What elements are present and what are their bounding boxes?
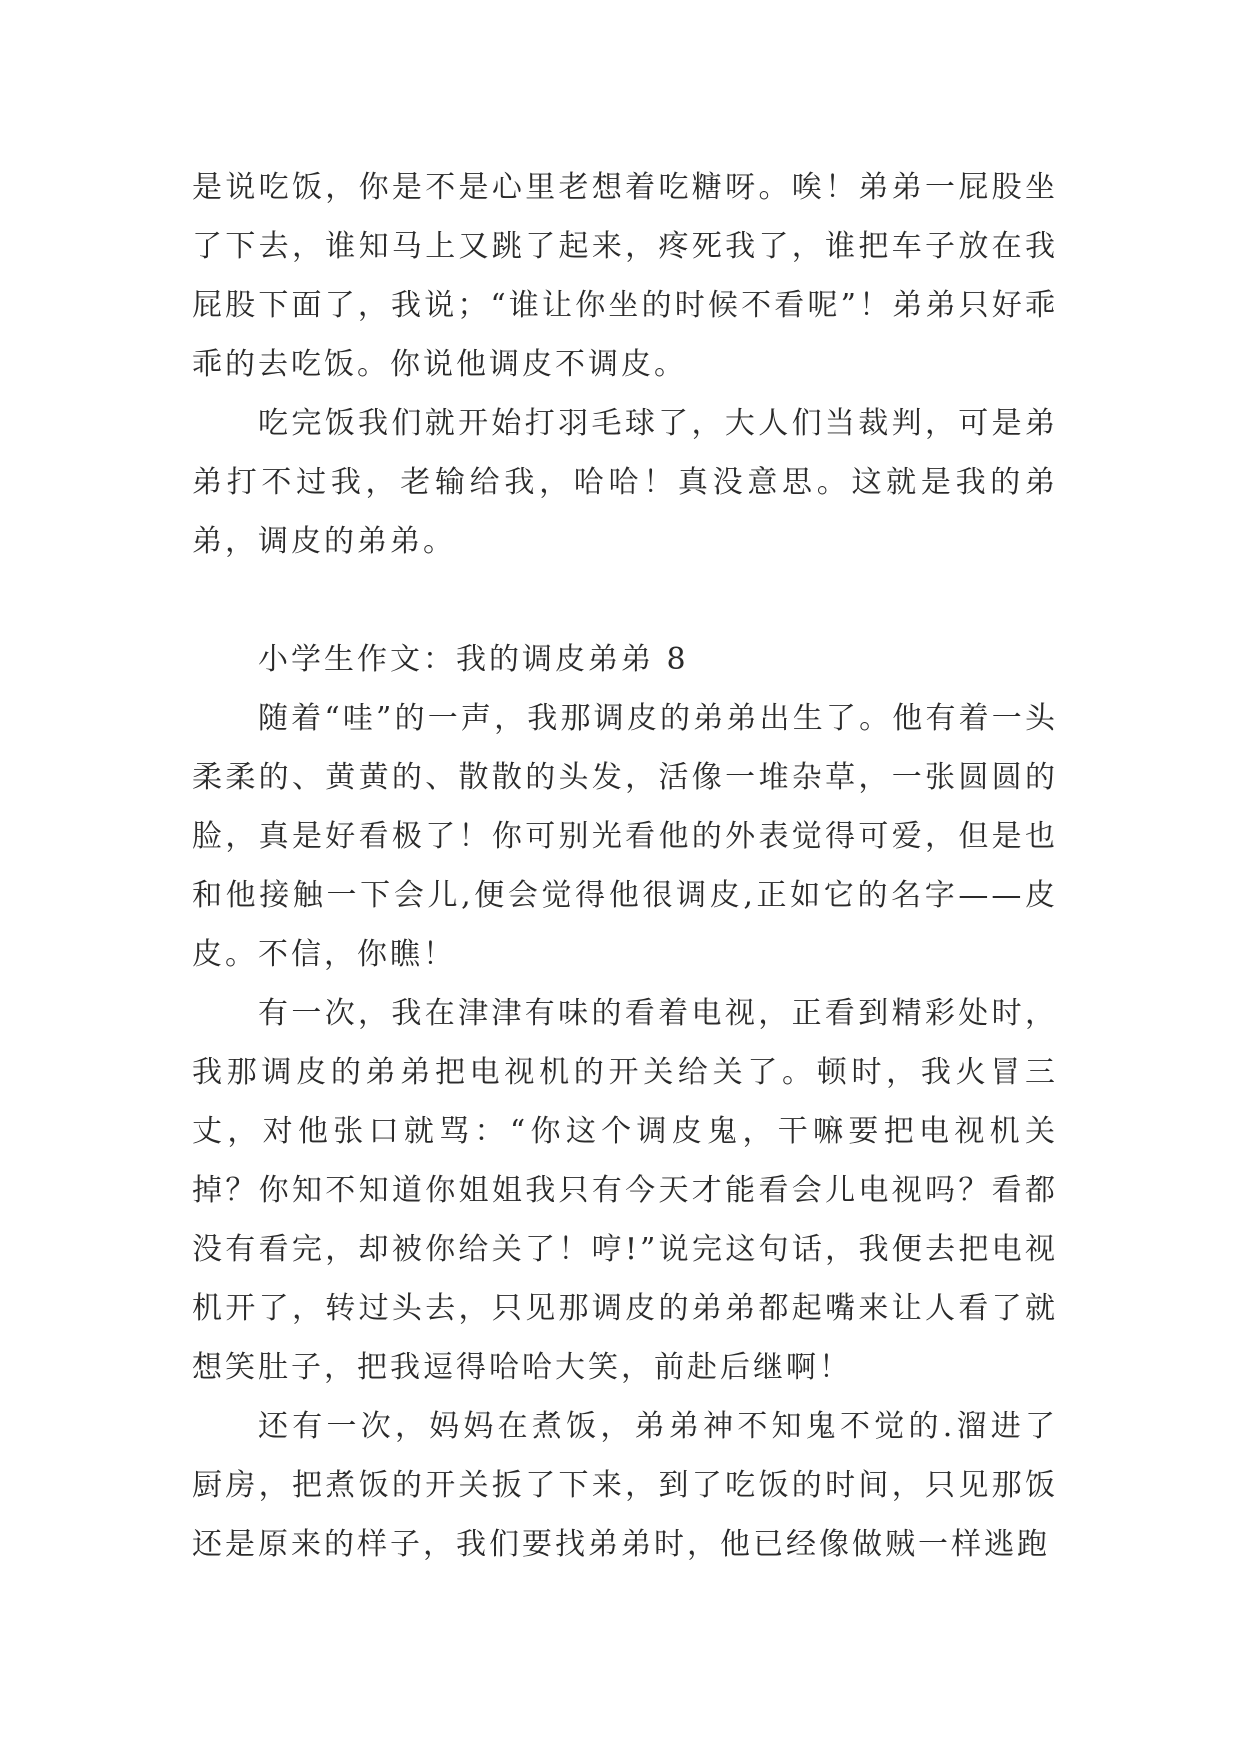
paragraph-4: 有一次，我在津津有味的看着电视，正看到精彩处时，我那调皮的弟弟把电视机的开关给关了。顿时，我火冒三丈，对他张口就骂：“你这个调皮鬼，干嘛要把电视机关掉？你知不知道你姐姐我只有今天才能看会儿电视吗？看都没有看完，却被你给关了！哼!”说完这句话，我便去把电视机开了，转过头去，只见那调皮的弟弟都起嘴来让人看了就想笑肚子，把我逗得哈哈大笑，前赴后继啊！ bbox=[192, 996, 1058, 1385]
section-spacer bbox=[192, 571, 1058, 630]
document-body bbox=[192, 158, 1058, 1574]
paragraph-1: 是说吃饭，你是不是心里老想着吃糖呀。唉！弟弟一屁股坐了下去，谁知马上又跳了起来，疼死我了，谁把车子放在我屁股下面了，我说；“谁让你坐的时候不看呢”！弟弟只好乖乖的去吃饭。你说他调皮不调皮。 bbox=[192, 170, 1058, 382]
paragraph-5: 还有一次，妈妈在煮饭，弟弟神不知鬼不觉的.溜进了厨房，把煮饭的开关扳了下来，到了吃饭的时间，只见那饭还是原来的样子，我们要找弟弟时，他已经像做贼一样逃跑 bbox=[192, 1409, 1058, 1562]
paragraph-2: 吃完饭我们就开始打羽毛球了，大人们当裁判，可是弟弟打不过我，老输给我，哈哈！真没意思。这就是我的弟弟，调皮的弟弟。 bbox=[192, 406, 1058, 559]
section-title: 小学生作文：我的调皮弟弟 8 bbox=[258, 642, 689, 677]
paragraph-3: 随着“哇”的一声，我那调皮的弟弟出生了。他有着一头柔柔的、黄黄的、散散的头发，活像一堆杂草，一张圆圆的脸，真是好看极了！你可别光看他的外表觉得可爱，但是也和他接触一下会儿,便会觉得他很调皮,正如它的名字——皮皮。不信，你瞧！ bbox=[192, 701, 1058, 972]
